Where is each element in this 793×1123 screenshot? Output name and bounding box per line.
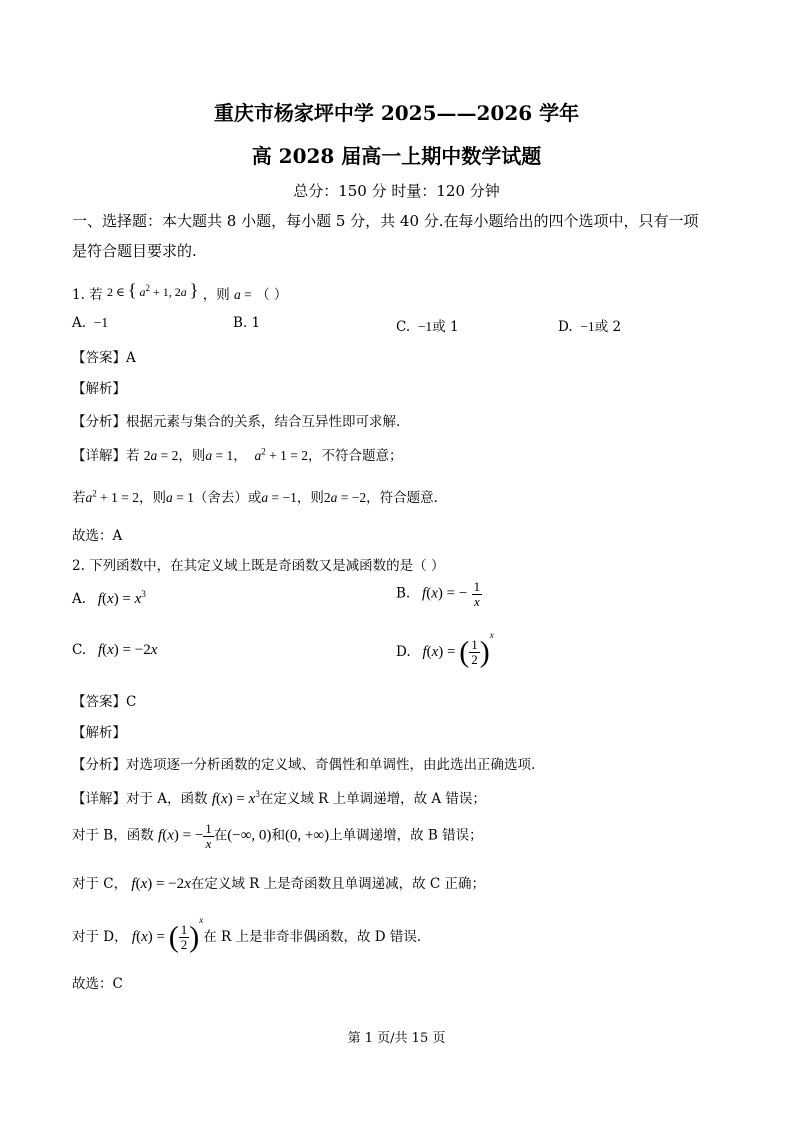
q1-choose: 故选：A — [72, 528, 123, 544]
page-footer: 第 1 页/共 15 页 — [347, 1031, 446, 1046]
exam-title-line2: 高 2028 届高一上期中数学试题 — [251, 144, 542, 168]
q2-option-d: D. f(x) = ( $\frac{1}{2}$ )$^x$ — [396, 630, 494, 669]
q2-option-c: C. f(x) = −2x — [72, 642, 158, 658]
q1-suffix: ，则 — [202, 287, 230, 303]
q2-detail-c: 对于 C， f(x) = −2x在定义域 R 上是奇函数且单调递减，故 C 正确； — [72, 876, 486, 892]
q1-analysis-head: 【解析】 — [72, 381, 126, 397]
section-intro-line2: 是符合题目要求的. — [72, 242, 197, 260]
q1-answer: 【答案】A — [72, 350, 136, 366]
q1-option-c: C. −1或 1 — [396, 319, 459, 335]
q2-option-a: A. $f(x) = x^3$ — [72, 589, 146, 607]
q1-set-expr: 2 ∈ { $a^2 + 1$, 2a } — [106, 280, 199, 300]
q2-analysis: 【分析】对选项逐一分析函数的定义域、奇偶性和单调性，由此选出正确选项. — [72, 757, 536, 773]
q2-option-b: B. f(x) = − $\frac{1}{x}$ — [396, 579, 481, 609]
q1-detail-line2: 若$a^2 + 1 = 2$，则a = 1（舍去）或a = −1，则2a = −2，符合题意. — [72, 488, 438, 506]
q1-tail: （ ） — [256, 287, 288, 303]
q1-stem: 1. 若 2 ∈ { $a^2 + 1$, 2a } ，则 a = （ ） — [72, 280, 288, 303]
q1-option-a: A. −1 — [72, 315, 109, 331]
q1-prefix: 1. 若 — [72, 287, 103, 303]
q2-analysis-head: 【解析】 — [72, 725, 126, 741]
q1-detail-line1: 【详解】若 2a = 2，则a = 1， $a^2 + 1 = 2$，不符合题意； — [72, 446, 403, 464]
q2-detail-b: 对于 B，函数 f(x) = − $\frac{1}{x}$ 在(−∞, 0)和(0, +∞)上单调递增，故 B 错误； — [72, 821, 483, 851]
q2-detail-a: 【详解】对于 A，函数 $f(x) = x^3$在定义域 R 上单调递增，故 A 错误； — [72, 789, 486, 807]
q2-detail-d: 对于 D， f(x) = ( $\frac{1}{2}$ )$^x$在 R 上是非奇非偶函数，故 D 错误. — [72, 915, 422, 954]
exam-title-line1: 重庆市杨家坪中学 2025——2026 学年 — [213, 101, 580, 125]
q2-stem: 2. 下列函数中，在其定义域上既是奇函数又是减函数的是（ ） — [72, 558, 445, 574]
q2-answer: 【答案】C — [72, 694, 137, 710]
q1-analysis: 【分析】根据元素与集合的关系，结合互异性即可求解. — [72, 414, 401, 430]
section-intro-line1: 一、选择题：本大题共 8 小题，每小题 5 分，共 40 分.在每小题给出的四个选项中，只有一项 — [72, 212, 699, 230]
q1-var-a: a — [234, 287, 241, 302]
q1-option-d: D. −1或 2 — [558, 319, 622, 335]
q1-option-b: B. 1 — [233, 315, 261, 331]
score-info: 总分：150 分 时量：120 分钟 — [293, 182, 500, 200]
q2-choose: 故选：C — [72, 976, 123, 992]
